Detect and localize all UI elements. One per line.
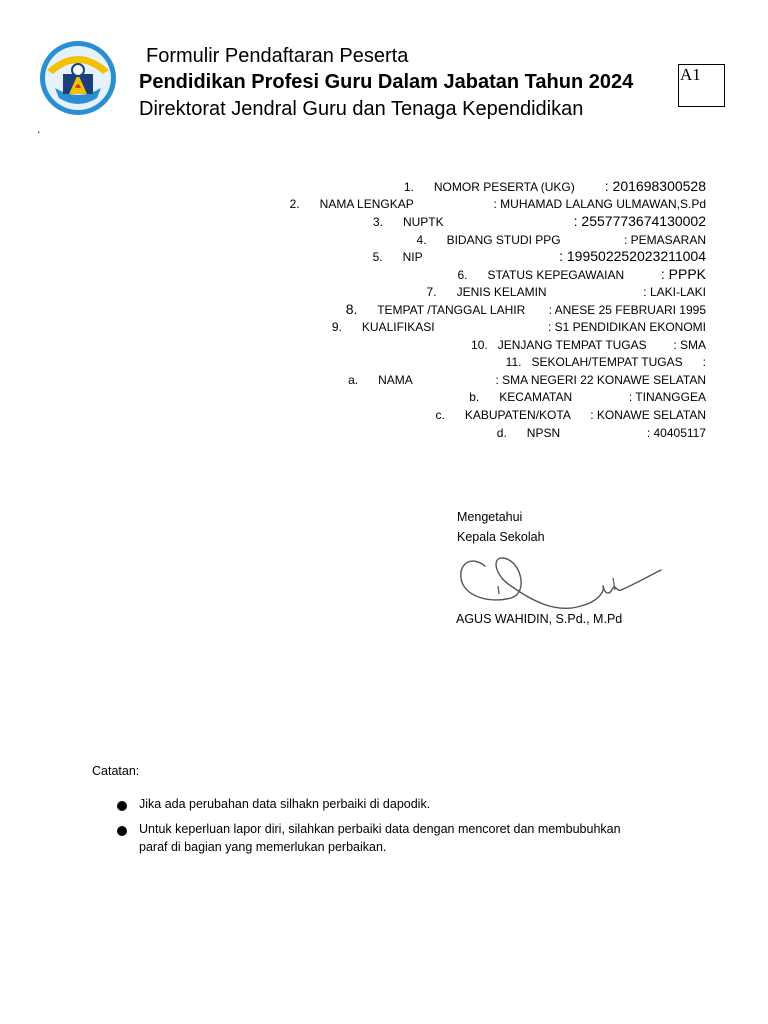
form-title: Formulir Pendaftaran Peserta <box>146 45 409 67</box>
program-title: Pendidikan Profesi Guru Dalam Jabatan Tahun 2024 <box>139 71 634 93</box>
signatory-name: AGUS WAHIDIN, S.Pd., M.Pd <box>456 612 623 626</box>
field-tempat-tanggal-lahir: 8. TEMPAT /TANGGAL LAHIR : ANESE 25 FEBRUARI 1995 <box>345 301 706 317</box>
field-nomor-peserta: 1. NOMOR PESERTA (UKG) : 201698300528 <box>403 178 706 194</box>
note-item-continued: paraf di bagian yang memerlukan perbaikan. <box>139 840 387 854</box>
signature-role: Kepala Sekolah <box>457 530 545 544</box>
directorate-title: Direktorat Jendral Guru dan Tenaga Kependidikan <box>139 98 584 120</box>
stray-mark: . <box>37 122 41 136</box>
signature-known-by: Mengetahui <box>457 510 523 524</box>
form-code-box: A1 <box>678 64 725 107</box>
field-nip: 5. NIP : 199502252023211004 <box>372 248 706 264</box>
notes-heading: Catatan: <box>92 764 140 778</box>
field-nama-lengkap: 2. NAMA LENGKAP : MUHAMAD LALANG ULMAWAN,S.Pd <box>289 197 706 211</box>
field-bidang-studi: 4. BIDANG STUDI PPG : PEMASARAN <box>416 233 706 247</box>
field-jenis-kelamin: 7. JENIS KELAMIN : LAKI-LAKI <box>426 285 706 299</box>
handwritten-signature <box>455 552 670 614</box>
note-item: Jika ada perubahan data silhakn perbaiki di dapodik. <box>139 797 431 811</box>
field-nama-sekolah: a. NAMA : SMA NEGERI 22 KONAWE SELATAN <box>348 373 706 387</box>
field-kecamatan: b. KECAMATAN : TINANGGEA <box>469 390 706 404</box>
field-sekolah-tempat-tugas: 11. SEKOLAH/TEMPAT TUGAS : <box>505 355 706 369</box>
field-kabupaten-kota: c. KABUPATEN/KOTA : KONAWE SELATAN <box>435 408 706 422</box>
kemendikbud-logo <box>39 40 117 116</box>
field-nuptk: 3. NUPTK : 2557773674130002 <box>372 213 706 229</box>
bullet-icon <box>117 801 127 811</box>
field-jenjang-tempat-tugas: 10. JENJANG TEMPAT TUGAS : SMA <box>471 338 706 352</box>
note-item: Untuk keperluan lapor diri, silahkan perbaiki data dengan mencoret dan membubuhkan <box>139 822 621 836</box>
field-npsn: d. NPSN : 40405117 <box>496 426 706 440</box>
bullet-icon <box>117 826 127 836</box>
field-kualifikasi: 9. KUALIFIKASI : S1 PENDIDIKAN EKONOMI <box>331 320 706 334</box>
field-status-kepegawaian: 6. STATUS KEPEGAWAIAN : PPPK <box>457 266 706 282</box>
